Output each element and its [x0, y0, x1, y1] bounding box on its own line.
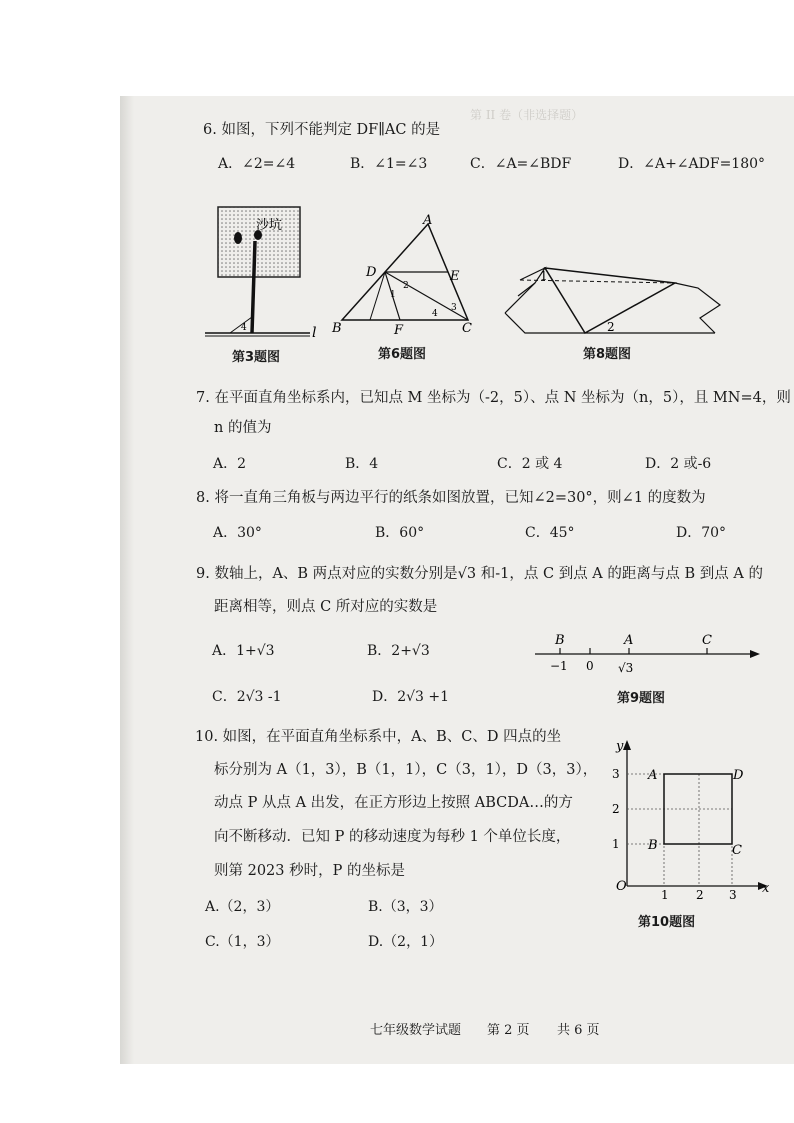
question-7-stem-line1: 7. 在平面直角坐标系内，已知点 M 坐标为（-2，5）、点 N 坐标为（n，5），且 MN=4，则	[196, 390, 791, 406]
footer-page-number: 第 2 页	[487, 1023, 530, 1038]
svg-text:3: 3	[451, 303, 457, 313]
figure-8-caption: 第8题图	[583, 347, 632, 362]
svg-text:C: C	[702, 633, 712, 648]
svg-text:−1: −1	[550, 659, 568, 673]
svg-text:D: D	[366, 265, 377, 280]
sand-pit-label: 沙坑	[256, 218, 283, 233]
svg-text:y: y	[616, 739, 624, 754]
question-9-stem-line2: 距离相等，则点 C 所对应的实数是	[214, 599, 438, 615]
question-10-line4: 向不断移动．已知 P 的移动速度为每秒 1 个单位长度，	[214, 829, 571, 845]
q6-option-d[interactable]: D．∠A+∠ADF=180°	[618, 156, 766, 172]
svg-text:O: O	[616, 879, 627, 894]
svg-text:A: A	[423, 213, 433, 228]
arrow-right-icon	[750, 650, 760, 658]
svg-text:3: 3	[612, 767, 620, 781]
footprint-icon	[234, 232, 242, 244]
q9-option-a[interactable]: A．1+√3	[212, 643, 275, 659]
q8-option-c[interactable]: C．45°	[525, 525, 575, 541]
figure-3	[200, 205, 320, 340]
question-9-stem-line1: 9. 数轴上，A、B 两点对应的实数分别是√3 和-1，点 C 到点 A 的距离与点 B 到点 A 的	[196, 566, 763, 582]
figure-6	[330, 212, 480, 340]
q8-option-d[interactable]: D．70°	[676, 525, 727, 541]
q9-option-d[interactable]: D．2√3 +1	[372, 689, 450, 705]
q7-option-d[interactable]: D．2 或-6	[645, 456, 712, 472]
q10-option-a[interactable]: A.（2，3）	[205, 899, 280, 915]
angle-4-label: 4	[241, 323, 247, 333]
svg-text:3: 3	[729, 888, 737, 902]
svg-text:C: C	[732, 843, 742, 858]
svg-text:2: 2	[607, 320, 615, 334]
q6-option-c[interactable]: C．∠A=∠BDF	[470, 156, 572, 172]
svg-text:B: B	[648, 838, 658, 853]
question-10-line5: 则第 2023 秒时，P 的坐标是	[214, 863, 405, 879]
q10-option-b[interactable]: B.（3，3）	[368, 899, 443, 915]
q8-option-a[interactable]: A．30°	[213, 525, 262, 541]
q10-option-d[interactable]: D.（2，1）	[368, 934, 443, 950]
q6-option-a[interactable]: A．∠2=∠4	[218, 156, 296, 172]
footer-total-pages: 共 6 页	[557, 1023, 600, 1038]
line-l-label: l	[312, 325, 317, 341]
figure-9-number-line	[530, 630, 770, 680]
footer-subject: 七年级数学试题	[370, 1023, 462, 1038]
svg-text:C: C	[462, 321, 472, 336]
page-shadow	[120, 96, 134, 1064]
svg-text:2: 2	[612, 802, 620, 816]
svg-text:1: 1	[390, 290, 396, 300]
svg-text:A: A	[624, 633, 634, 648]
figure-3-caption: 第3题图	[232, 350, 281, 365]
q6-option-b[interactable]: B．∠1=∠3	[350, 156, 428, 172]
svg-text:B: B	[555, 633, 565, 648]
svg-text:D: D	[733, 768, 744, 783]
question-7-stem-line2: n 的值为	[214, 420, 272, 436]
svg-text:√3: √3	[618, 661, 634, 675]
q9-option-b[interactable]: B．2+√3	[367, 643, 430, 659]
figure-9-caption: 第9题图	[617, 691, 666, 706]
question-10-line2: 标分别为 A（1，3），B（1，1），C（3，1），D（3，3），	[214, 762, 598, 778]
svg-text:2: 2	[696, 888, 704, 902]
q8-option-b[interactable]: B．60°	[375, 525, 425, 541]
q7-option-c[interactable]: C．2 或 4	[497, 456, 563, 472]
svg-text:B: B	[332, 321, 342, 336]
question-10-line1: 10. 如图，在平面直角坐标系中，A、B、C、D 四点的坐	[195, 729, 562, 745]
question-8-stem: 8. 将一直角三角板与两边平行的纸条如图放置，已知∠2=30°，则∠1 的度数为	[196, 490, 706, 506]
q7-option-b[interactable]: B．4	[345, 456, 379, 472]
square-abcd	[664, 774, 732, 844]
svg-text:A: A	[648, 768, 658, 783]
arrow-up-icon	[623, 740, 631, 750]
svg-text:2: 2	[403, 281, 409, 291]
svg-text:1: 1	[612, 837, 620, 851]
svg-text:x: x	[762, 881, 770, 896]
show-through-text: 第 II 卷（非选择题）	[470, 108, 584, 122]
svg-text:4: 4	[432, 309, 438, 319]
figure-10-coordinate-plane	[592, 736, 772, 906]
q9-option-c[interactable]: C．2√3 -1	[212, 689, 282, 705]
question-6-stem: 6. 如图，下列不能判定 DF∥AC 的是	[203, 122, 441, 138]
figure-10-caption: 第10题图	[638, 915, 696, 930]
q7-option-a[interactable]: A．2	[213, 456, 247, 472]
svg-text:0: 0	[586, 659, 594, 673]
svg-text:1: 1	[540, 269, 548, 283]
q10-option-c[interactable]: C.（1，3）	[205, 934, 280, 950]
svg-text:E: E	[450, 269, 460, 284]
figure-6-caption: 第6题图	[378, 347, 427, 362]
figure-8	[500, 238, 730, 338]
question-10-line3: 动点 P 从点 A 出发，在正方形边上按照 ABCDA…的方	[214, 795, 573, 811]
svg-text:1: 1	[661, 888, 669, 902]
svg-text:F: F	[394, 323, 404, 338]
